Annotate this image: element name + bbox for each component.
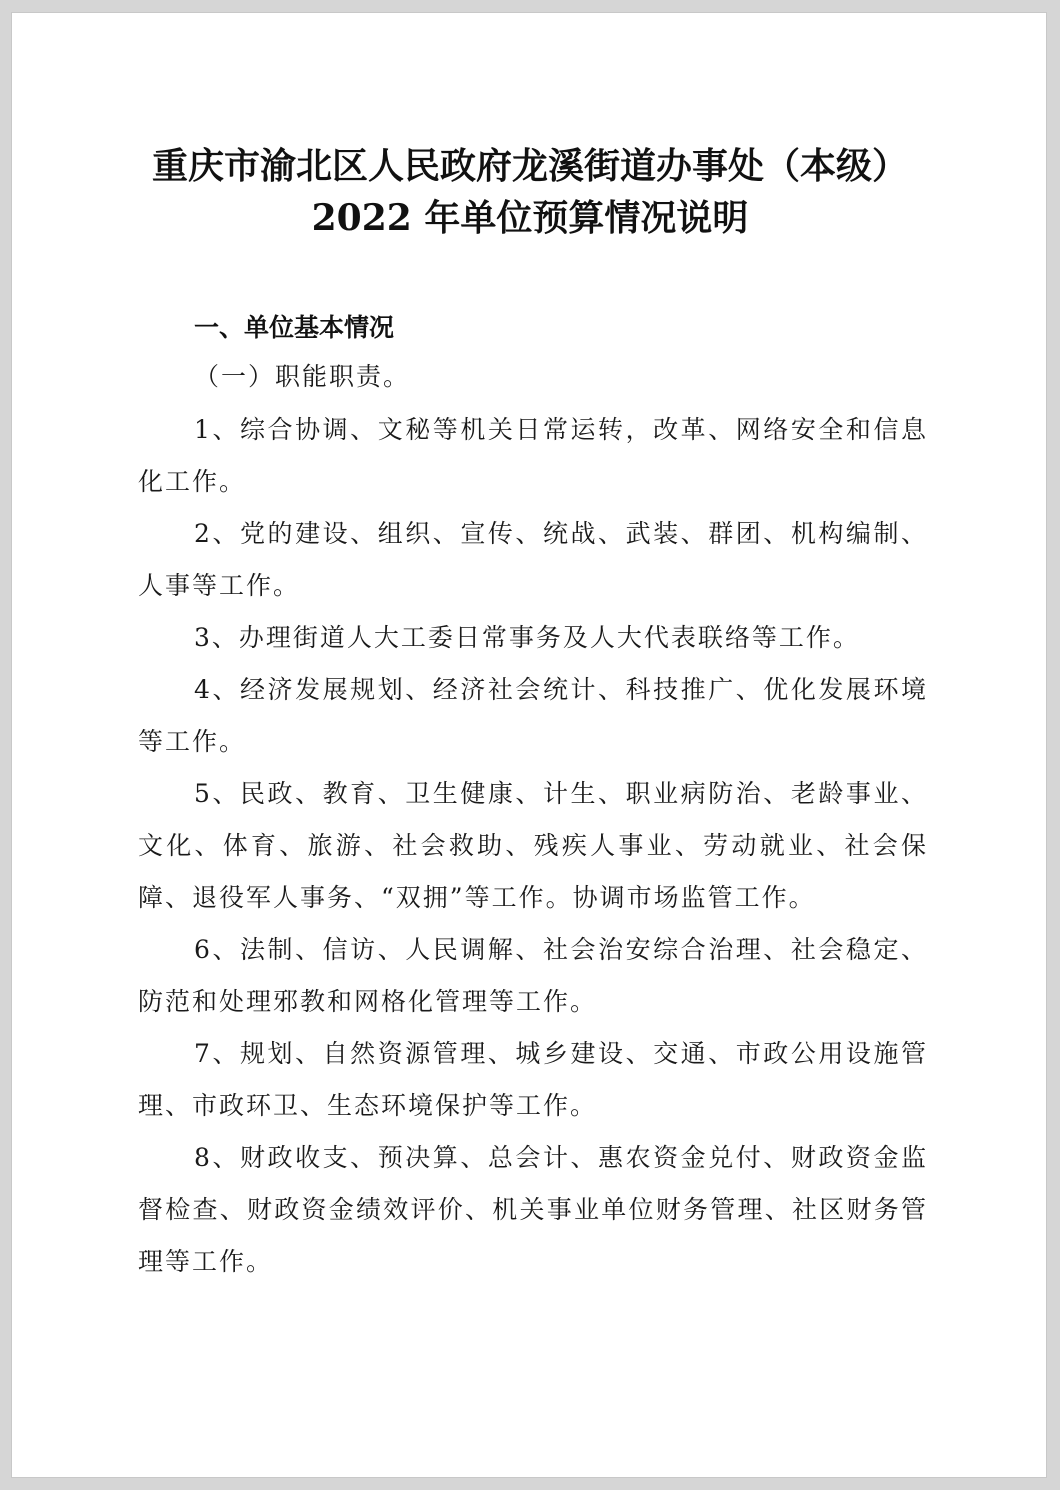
section-heading: 一、单位基本情况 [194,313,395,342]
document-title-line-2: 2022 年单位预算情况说明 [311,197,749,239]
duty-item-7: 7、规划、自然资源管理、城乡建设、交通、市政公用设施管理、市政环卫、生态环境保护等工作。 [138,1039,928,1120]
duty-item-8: 8、财政收支、预决算、总会计、惠农资金兑付、财政资金监督检查、财政资金绩效评价、机关事业单位财务管理、社区财务管理等工作。 [138,1143,928,1276]
duty-item-1: 1、综合协调、文秘等机关日常运转，改革、网络安全和信息化工作。 [138,415,928,496]
duty-item-5: 5、民政、教育、卫生健康、计生、职业病防治、老龄事业、文化、体育、旅游、社会救助、残疾人事业、劳动就业、社会保障、退役军人事务、“双拥”等工作。协调市场监管工作。 [138,779,928,912]
duty-item-2: 2、党的建设、组织、宣传、统战、武装、群团、机构编制、人事等工作。 [138,519,928,600]
duty-item-3: 3、办理街道人大工委日常事务及人大代表联络等工作。 [194,623,860,652]
subsection-heading: （一）职能职责。 [194,362,411,391]
document-title-line-1: 重庆市渝北区人民政府龙溪街道办事处（本级） [151,145,908,187]
document-body [138,306,928,1288]
duty-item-4: 4、经济发展规划、经济社会统计、科技推广、优化发展环境等工作。 [138,675,928,756]
duty-item-6: 6、法制、信访、人民调解、社会治安综合治理、社会稳定、防范和处理邪教和网格化管理等工作。 [138,935,928,1016]
